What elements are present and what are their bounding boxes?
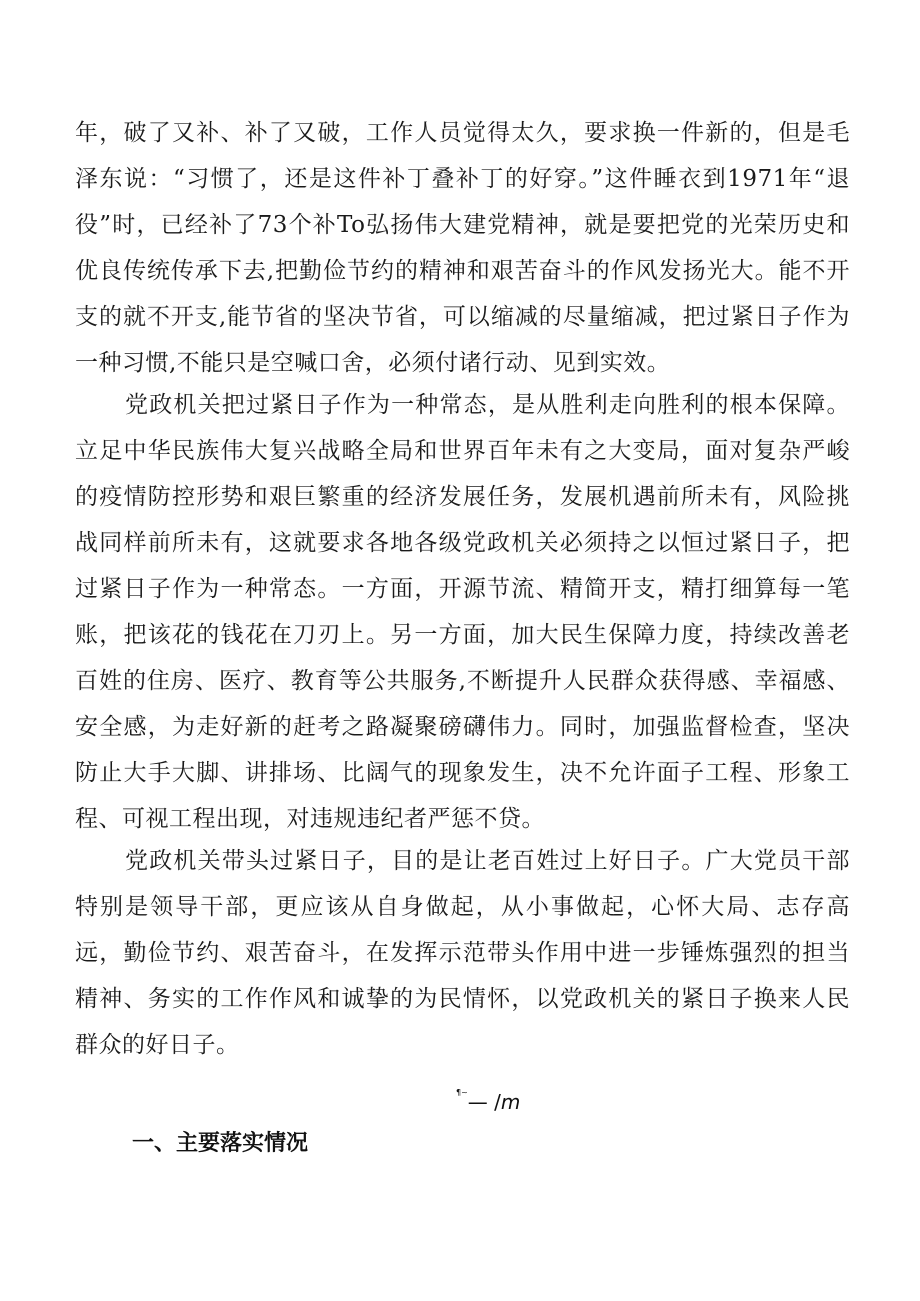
- body-paragraph-1: 年，破了又补、补了又破，工作人员觉得太久，要求换一件新的，但是毛泽东说：“习惯了，还是这件补丁叠补丁的好穿。”这件睡衣到1971年“退役”时，已经补了73个补To弘扬伟大建党精神，就是要把党的光荣历史和优良传统传承下去,把勤俭节约的精神和艰苦奋斗的作风发扬光大。能不开支的就不开支,能节省的坚决节省，可以缩减的尽量缩减，把过紧日子作为一种习惯,不能只是空喊口舍，必须付诸行动、见到实效。: [75, 120, 850, 376]
- stray-mark-italic: m: [500, 1090, 521, 1114]
- body-paragraph-3: 党政机关带头过紧日子，目的是让老百姓过上好日子。广大党员干部特别是领导干部，更应该从自身做起，从小事做起，心怀大局、志存高远，勤俭节约、艰苦奋斗，在发挥示范带头作用中进一步锤炼强烈的担当精神、务实的工作作风和诚挚的为民情怀，以党政机关的紧日子换来人民群众的好日子。: [75, 848, 850, 1058]
- body-paragraph-2: 党政机关把过紧日子作为一种常态，是从胜利走向胜利的根本保障。立足中华民族伟大复兴战略全局和世界百年未有之大变局，面对复杂严峻的疫情防控形势和艰巨繁重的经济发展任务，发展机遇前所未有，风险挑战同样前所未有，这就要求各地各级党政机关必须持之以恒过紧日子，把过紧日子作为一种常态。一方面，开源节流、精简开支，精打细算每一笔账，把该花的钱花在刀刃上。另一方面，加大民生保障力度，持续改善老百姓的住房、医疗、教育等公共服务,不断提升人民群众获得感、幸福感、安全感，为走好新的赶考之路凝聚磅礴伟力。同时，加强监督检查，坚决防止大手大脚、讲排场、比阔气的现象发生，决不允许面子工程、形象工程、可视工程出现，对违规违纪者严惩不贷。: [75, 392, 850, 832]
- section-heading: 一、主要落实情况: [132, 1131, 309, 1156]
- stray-mark-dash: — /: [467, 1090, 501, 1114]
- stray-mark-small: ¶~: [456, 1088, 468, 1097]
- stray-scan-mark: [456, 1090, 520, 1114]
